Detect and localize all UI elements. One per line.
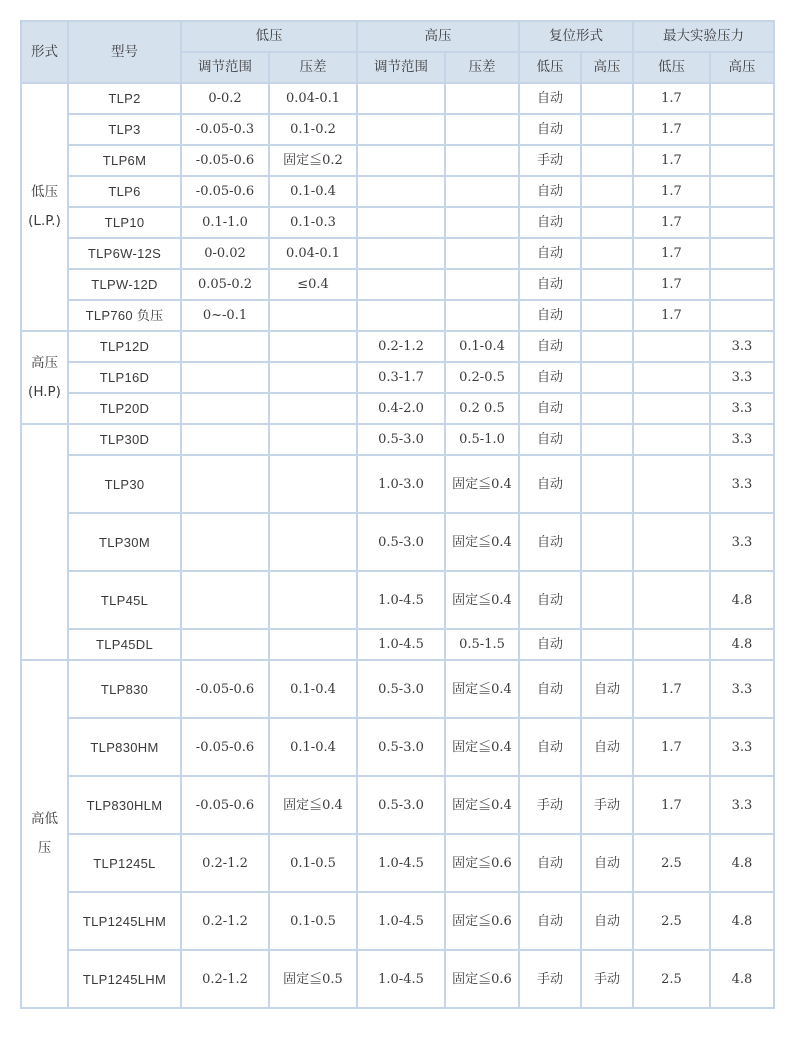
low-differential-cell: 固定≦0.2 (270, 146, 356, 175)
max-low-cell: 1.7 (634, 115, 709, 144)
reset-high-cell: 手动 (582, 777, 632, 833)
max-low-cell (634, 572, 709, 628)
low-adjust-range-cell (182, 514, 268, 570)
reset-high-cell (582, 115, 632, 144)
model-cell: TLP45DL (69, 630, 180, 659)
max-high-cell (711, 270, 773, 299)
high-differential-cell (446, 84, 518, 113)
high-adjust-range-cell (358, 84, 444, 113)
low-differential-cell (270, 572, 356, 628)
table-row (22, 301, 773, 330)
form-group-cell (22, 425, 67, 659)
table-row (22, 208, 773, 237)
max-low-cell (634, 425, 709, 454)
model-cell: TLP830HM (69, 719, 180, 775)
max-high-cell: 3.3 (711, 332, 773, 361)
low-adjust-range-cell: -0.05-0.6 (182, 177, 268, 206)
reset-high-cell (582, 146, 632, 175)
high-adjust-range-cell: 0.5-3.0 (358, 514, 444, 570)
low-adjust-range-cell: -0.05-0.3 (182, 115, 268, 144)
reset-high-cell (582, 270, 632, 299)
max-low-cell: 1.7 (634, 208, 709, 237)
low-adjust-range-cell (182, 363, 268, 392)
header-low-adjust-range: 调节范围 (182, 53, 268, 82)
max-high-cell (711, 208, 773, 237)
model-cell: TLP1245LHM (69, 893, 180, 949)
header-model: 型号 (69, 22, 180, 82)
high-differential-cell: 固定≦0.6 (446, 951, 518, 1007)
max-high-cell: 4.8 (711, 893, 773, 949)
low-differential-cell: 0.1-0.4 (270, 661, 356, 717)
reset-low-cell: 手动 (520, 146, 580, 175)
form-group-cell: 低压(L.P.) (22, 84, 67, 330)
max-low-cell (634, 363, 709, 392)
reset-low-cell: 自动 (520, 425, 580, 454)
low-adjust-range-cell: 0~-0.1 (182, 301, 268, 330)
model-cell: TLP30 (69, 456, 180, 512)
header-low-pressure: 低压 (182, 22, 356, 51)
max-high-cell: 3.3 (711, 661, 773, 717)
high-differential-cell: 固定≦0.4 (446, 514, 518, 570)
reset-high-cell (582, 332, 632, 361)
max-low-cell (634, 630, 709, 659)
low-adjust-range-cell: -0.05-0.6 (182, 777, 268, 833)
reset-low-cell: 自动 (520, 301, 580, 330)
table-row (22, 146, 773, 175)
reset-low-cell: 自动 (520, 239, 580, 268)
max-high-cell (711, 301, 773, 330)
model-cell: TLP1245LHM (69, 951, 180, 1007)
max-high-cell: 3.3 (711, 719, 773, 775)
form-group-cell: 高低压 (22, 661, 67, 1007)
reset-low-cell: 自动 (520, 394, 580, 423)
low-differential-cell: 固定≦0.4 (270, 777, 356, 833)
low-adjust-range-cell: 0.2-1.2 (182, 835, 268, 891)
high-adjust-range-cell: 1.0-3.0 (358, 456, 444, 512)
reset-low-cell: 手动 (520, 951, 580, 1007)
model-cell: TLP45L (69, 572, 180, 628)
low-differential-cell: 0.1-0.2 (270, 115, 356, 144)
high-adjust-range-cell: 0.5-3.0 (358, 777, 444, 833)
header-reset-high: 高压 (582, 53, 632, 82)
reset-high-cell: 自动 (582, 719, 632, 775)
reset-high-cell (582, 239, 632, 268)
low-differential-cell: 0.1-0.4 (270, 177, 356, 206)
low-differential-cell (270, 630, 356, 659)
high-adjust-range-cell: 1.0-4.5 (358, 835, 444, 891)
low-adjust-range-cell: 0.2-1.2 (182, 951, 268, 1007)
max-low-cell (634, 332, 709, 361)
header-reset-low: 低压 (520, 53, 580, 82)
high-adjust-range-cell: 0.3-1.7 (358, 363, 444, 392)
max-high-cell: 4.8 (711, 835, 773, 891)
low-differential-cell (270, 301, 356, 330)
reset-high-cell: 自动 (582, 835, 632, 891)
max-high-cell: 4.8 (711, 630, 773, 659)
max-low-cell: 2.5 (634, 893, 709, 949)
header-max-high: 高压 (711, 53, 773, 82)
low-differential-cell (270, 363, 356, 392)
low-differential-cell: 固定≦0.5 (270, 951, 356, 1007)
table-row (22, 456, 773, 512)
low-differential-cell (270, 425, 356, 454)
high-adjust-range-cell (358, 239, 444, 268)
reset-low-cell: 自动 (520, 661, 580, 717)
table-row (22, 719, 773, 775)
reset-low-cell: 自动 (520, 84, 580, 113)
reset-low-cell: 自动 (520, 115, 580, 144)
high-adjust-range-cell: 1.0-4.5 (358, 893, 444, 949)
table-body (22, 84, 773, 1007)
header-low-differential: 压差 (270, 53, 356, 82)
model-cell: TLP2 (69, 84, 180, 113)
low-adjust-range-cell (182, 425, 268, 454)
model-cell: TLP16D (69, 363, 180, 392)
reset-high-cell (582, 425, 632, 454)
reset-high-cell (582, 208, 632, 237)
reset-low-cell: 自动 (520, 270, 580, 299)
form-group-cell: 高压(H.P) (22, 332, 67, 423)
high-adjust-range-cell (358, 146, 444, 175)
table-row (22, 84, 773, 113)
max-high-cell (711, 177, 773, 206)
reset-low-cell: 自动 (520, 719, 580, 775)
reset-low-cell: 自动 (520, 363, 580, 392)
low-adjust-range-cell (182, 394, 268, 423)
header-high-pressure: 高压 (358, 22, 518, 51)
table-row (22, 572, 773, 628)
max-high-cell: 3.3 (711, 777, 773, 833)
high-differential-cell: 0.2-0.5 (446, 363, 518, 392)
table-row (22, 177, 773, 206)
reset-low-cell: 自动 (520, 332, 580, 361)
low-differential-cell (270, 514, 356, 570)
header-reset-type: 复位形式 (520, 22, 632, 51)
model-cell: TLP30M (69, 514, 180, 570)
high-adjust-range-cell: 0.5-3.0 (358, 661, 444, 717)
max-low-cell: 1.7 (634, 84, 709, 113)
table-row (22, 514, 773, 570)
max-high-cell (711, 115, 773, 144)
reset-low-cell: 自动 (520, 514, 580, 570)
table-row (22, 239, 773, 268)
reset-high-cell: 自动 (582, 893, 632, 949)
reset-high-cell (582, 177, 632, 206)
reset-low-cell: 自动 (520, 456, 580, 512)
high-adjust-range-cell: 1.0-4.5 (358, 572, 444, 628)
model-cell: TLP6W-12S (69, 239, 180, 268)
high-differential-cell (446, 270, 518, 299)
table-row (22, 630, 773, 659)
high-differential-cell: 固定≦0.4 (446, 456, 518, 512)
low-differential-cell: ≤0.4 (270, 270, 356, 299)
high-adjust-range-cell: 1.0-4.5 (358, 951, 444, 1007)
reset-high-cell (582, 456, 632, 512)
model-cell: TLP760 负压 (69, 301, 180, 330)
table-row (22, 270, 773, 299)
max-low-cell (634, 394, 709, 423)
reset-low-cell: 自动 (520, 208, 580, 237)
low-adjust-range-cell: -0.05-0.6 (182, 146, 268, 175)
reset-low-cell: 自动 (520, 835, 580, 891)
low-adjust-range-cell: 0.05-0.2 (182, 270, 268, 299)
high-adjust-range-cell (358, 177, 444, 206)
low-adjust-range-cell (182, 572, 268, 628)
max-high-cell: 3.3 (711, 363, 773, 392)
reset-high-cell (582, 84, 632, 113)
model-cell: TLP830 (69, 661, 180, 717)
header-max-low: 低压 (634, 53, 709, 82)
high-differential-cell: 0.5-1.5 (446, 630, 518, 659)
table-row (22, 115, 773, 144)
max-high-cell (711, 146, 773, 175)
max-low-cell: 1.7 (634, 301, 709, 330)
model-cell: TLPW-12D (69, 270, 180, 299)
model-cell: TLP3 (69, 115, 180, 144)
low-differential-cell: 0.04-0.1 (270, 84, 356, 113)
reset-low-cell: 自动 (520, 630, 580, 659)
reset-high-cell: 自动 (582, 661, 632, 717)
header-form: 形式 (22, 22, 67, 82)
high-adjust-range-cell: 0.4-2.0 (358, 394, 444, 423)
high-differential-cell: 固定≦0.4 (446, 719, 518, 775)
high-adjust-range-cell (358, 208, 444, 237)
max-low-cell: 1.7 (634, 270, 709, 299)
model-cell: TLP30D (69, 425, 180, 454)
low-adjust-range-cell: 0.1-1.0 (182, 208, 268, 237)
high-adjust-range-cell: 0.5-3.0 (358, 719, 444, 775)
max-low-cell: 1.7 (634, 239, 709, 268)
model-cell: TLP1245L (69, 835, 180, 891)
max-high-cell: 3.3 (711, 425, 773, 454)
table-row (22, 893, 773, 949)
reset-low-cell: 自动 (520, 893, 580, 949)
reset-high-cell: 手动 (582, 951, 632, 1007)
high-differential-cell (446, 177, 518, 206)
high-differential-cell: 固定≦0.4 (446, 777, 518, 833)
max-high-cell: 3.3 (711, 394, 773, 423)
header-high-differential: 压差 (446, 53, 518, 82)
table-header (22, 22, 773, 82)
low-differential-cell (270, 394, 356, 423)
high-differential-cell (446, 208, 518, 237)
low-adjust-range-cell: 0.2-1.2 (182, 893, 268, 949)
high-differential-cell: 固定≦0.4 (446, 661, 518, 717)
low-adjust-range-cell (182, 332, 268, 361)
max-low-cell: 2.5 (634, 835, 709, 891)
low-differential-cell: 0.1-0.3 (270, 208, 356, 237)
header-max-test-pressure: 最大实验压力 (634, 22, 773, 51)
high-differential-cell (446, 115, 518, 144)
max-high-cell (711, 84, 773, 113)
reset-high-cell (582, 572, 632, 628)
high-differential-cell: 0.2 0.5 (446, 394, 518, 423)
high-adjust-range-cell: 1.0-4.5 (358, 630, 444, 659)
max-low-cell: 1.7 (634, 777, 709, 833)
high-differential-cell: 固定≦0.6 (446, 893, 518, 949)
reset-high-cell (582, 514, 632, 570)
header-high-adjust-range: 调节范围 (358, 53, 444, 82)
max-low-cell: 1.7 (634, 719, 709, 775)
reset-low-cell: 手动 (520, 777, 580, 833)
high-adjust-range-cell (358, 270, 444, 299)
low-adjust-range-cell (182, 630, 268, 659)
reset-high-cell (582, 301, 632, 330)
low-adjust-range-cell (182, 456, 268, 512)
table-row (22, 661, 773, 717)
max-high-cell: 4.8 (711, 572, 773, 628)
max-high-cell: 4.8 (711, 951, 773, 1007)
table-row (22, 332, 773, 361)
reset-high-cell (582, 363, 632, 392)
high-differential-cell (446, 239, 518, 268)
reset-high-cell (582, 630, 632, 659)
table-row (22, 363, 773, 392)
max-low-cell: 1.7 (634, 146, 709, 175)
high-adjust-range-cell: 0.2-1.2 (358, 332, 444, 361)
low-differential-cell (270, 332, 356, 361)
max-high-cell: 3.3 (711, 514, 773, 570)
max-low-cell: 2.5 (634, 951, 709, 1007)
high-differential-cell: 固定≦0.6 (446, 835, 518, 891)
table-row (22, 425, 773, 454)
low-differential-cell (270, 456, 356, 512)
model-cell: TLP6 (69, 177, 180, 206)
table-row (22, 777, 773, 833)
reset-high-cell (582, 394, 632, 423)
high-adjust-range-cell (358, 301, 444, 330)
table-row (22, 835, 773, 891)
model-cell: TLP830HLM (69, 777, 180, 833)
header-row-1 (22, 22, 773, 51)
high-differential-cell: 0.5-1.0 (446, 425, 518, 454)
low-differential-cell: 0.1-0.5 (270, 893, 356, 949)
max-high-cell (711, 239, 773, 268)
max-high-cell: 3.3 (711, 456, 773, 512)
low-adjust-range-cell: -0.05-0.6 (182, 661, 268, 717)
high-differential-cell: 0.1-0.4 (446, 332, 518, 361)
high-differential-cell (446, 301, 518, 330)
high-differential-cell: 固定≦0.4 (446, 572, 518, 628)
low-differential-cell: 0.04-0.1 (270, 239, 356, 268)
model-cell: TLP10 (69, 208, 180, 237)
model-cell: TLP20D (69, 394, 180, 423)
low-differential-cell: 0.1-0.5 (270, 835, 356, 891)
max-low-cell (634, 514, 709, 570)
high-adjust-range-cell (358, 115, 444, 144)
table-row (22, 951, 773, 1007)
low-adjust-range-cell: 0-0.2 (182, 84, 268, 113)
max-low-cell: 1.7 (634, 177, 709, 206)
pressure-controller-spec-table (20, 20, 775, 1009)
high-adjust-range-cell: 0.5-3.0 (358, 425, 444, 454)
reset-low-cell: 自动 (520, 572, 580, 628)
table-row (22, 394, 773, 423)
low-differential-cell: 0.1-0.4 (270, 719, 356, 775)
model-cell: TLP6M (69, 146, 180, 175)
reset-low-cell: 自动 (520, 177, 580, 206)
low-adjust-range-cell: -0.05-0.6 (182, 719, 268, 775)
model-cell: TLP12D (69, 332, 180, 361)
high-differential-cell (446, 146, 518, 175)
max-low-cell (634, 456, 709, 512)
low-adjust-range-cell: 0-0.02 (182, 239, 268, 268)
max-low-cell: 1.7 (634, 661, 709, 717)
